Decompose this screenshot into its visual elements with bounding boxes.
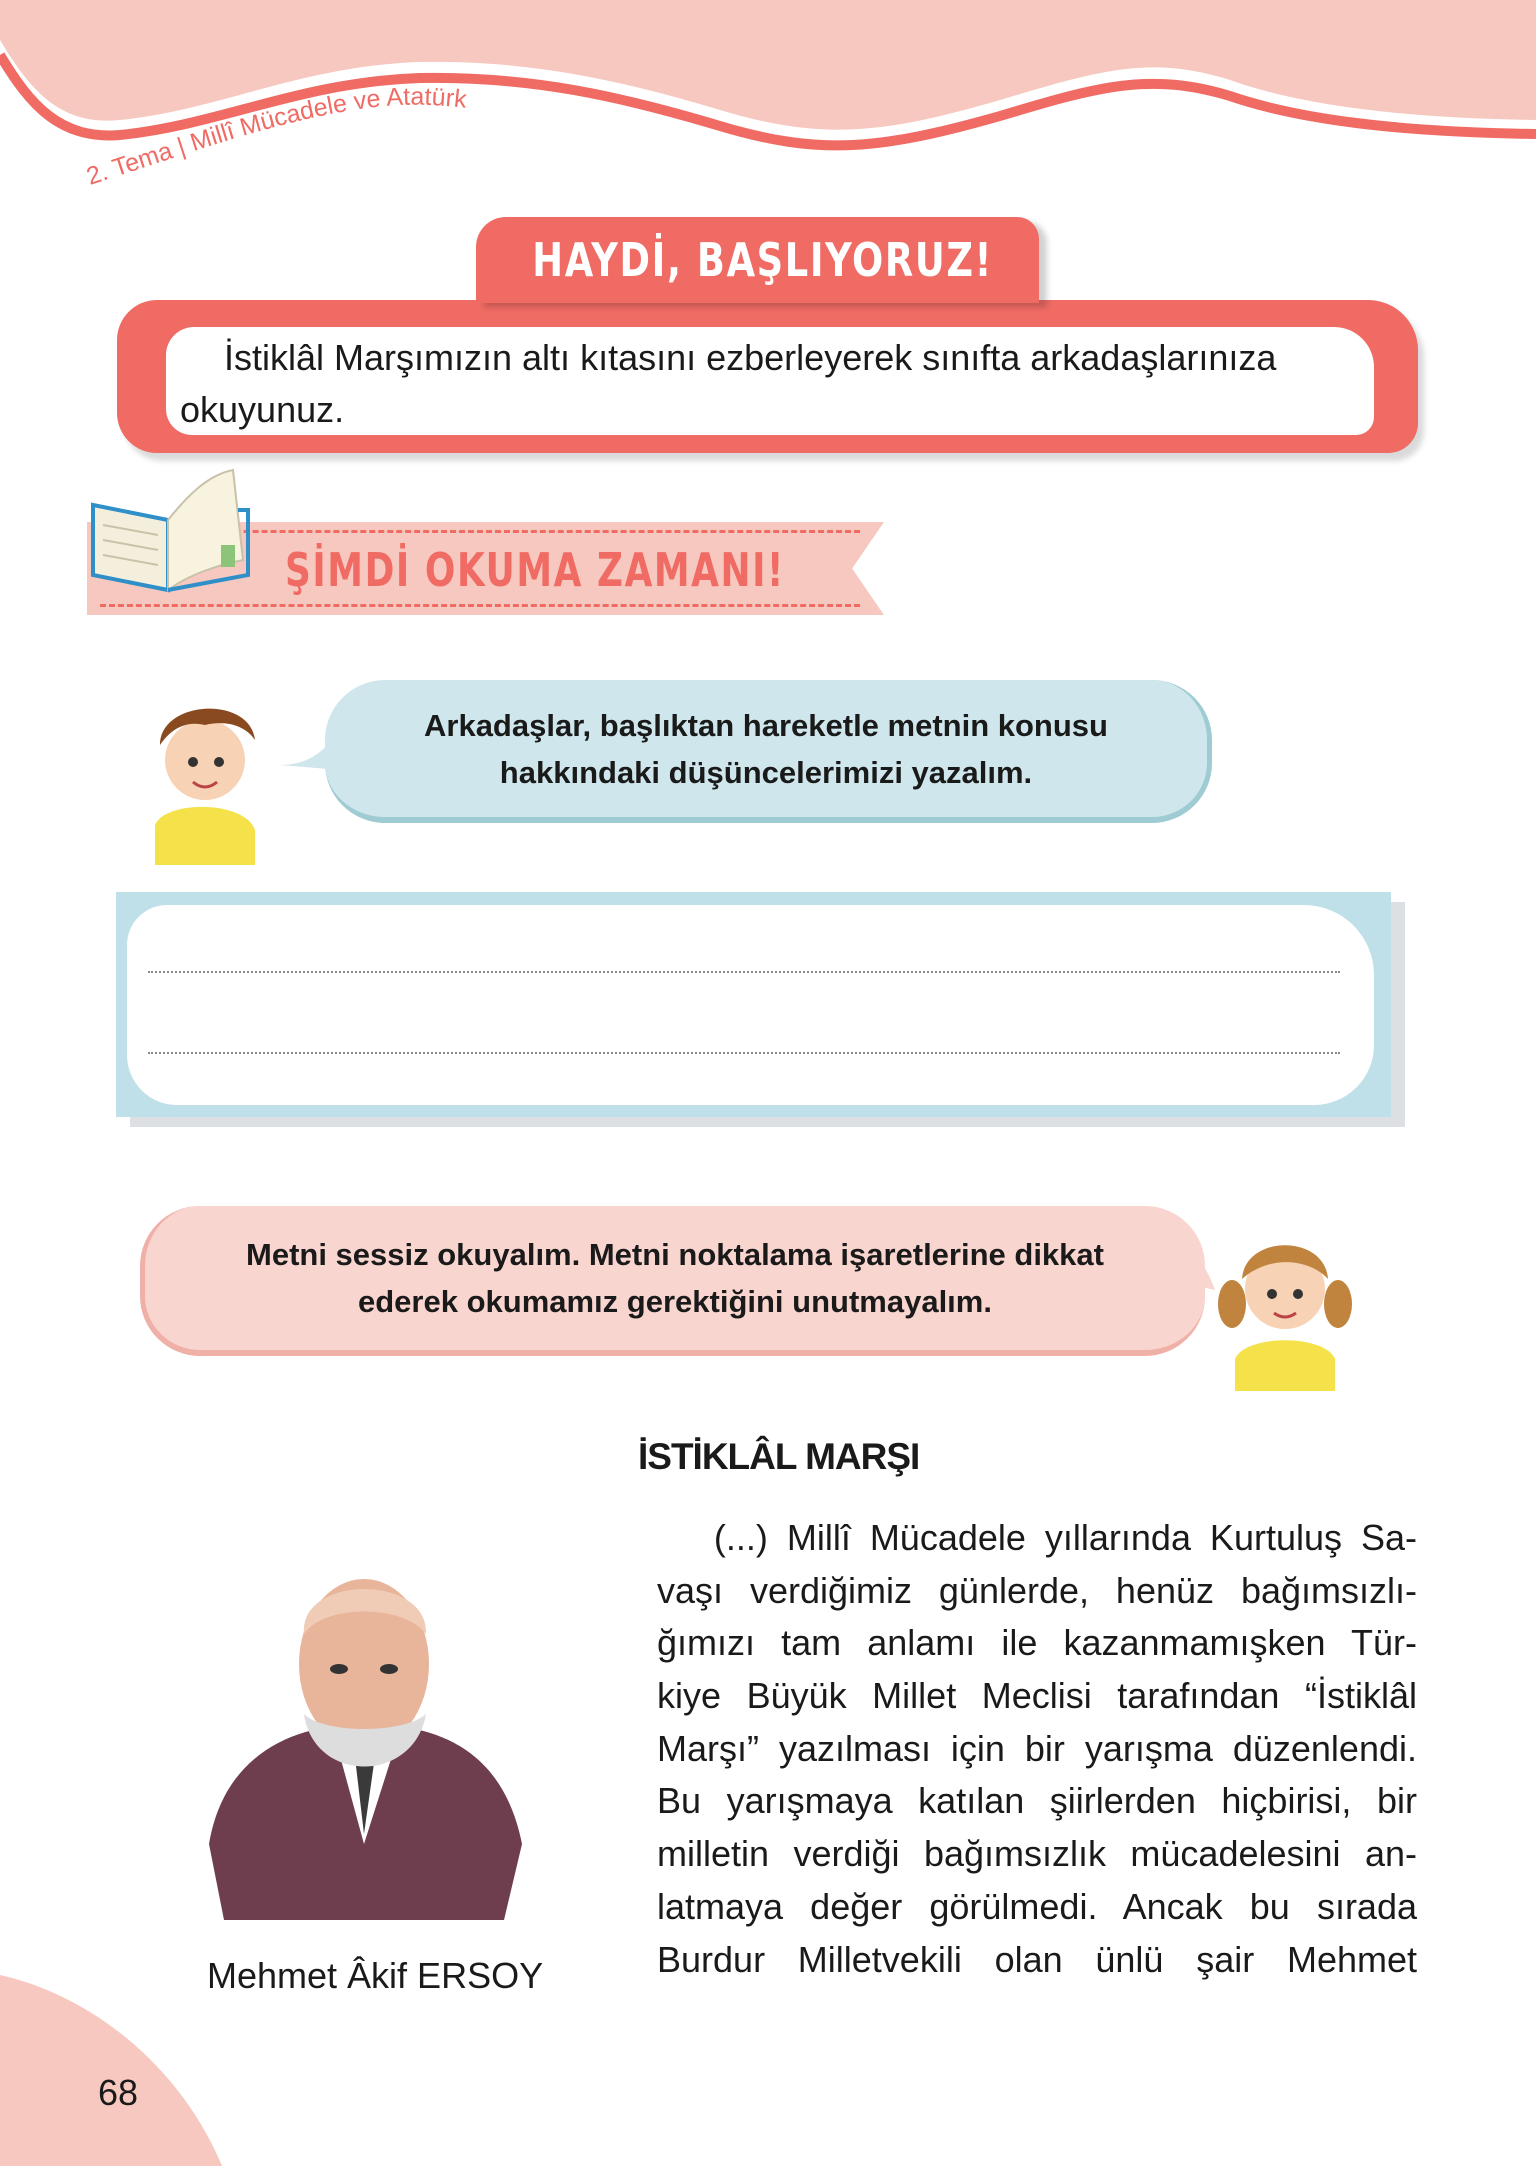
answer-line-1[interactable] bbox=[148, 971, 1340, 973]
speech-bubble-boy bbox=[325, 680, 1212, 823]
paragraph-line: ğımızı tam anlamı ile kazanmamışken Tür- bbox=[657, 1622, 1417, 1664]
bubble1-line: Arkadaşlar, başlıktan hareketle metnin konusu bbox=[424, 707, 1108, 743]
answer-area[interactable] bbox=[127, 905, 1374, 1105]
theme-label: 2. Tema | Millî Mücadele ve Atatürk bbox=[83, 82, 469, 191]
reading-title: İSTİKLÂL MARŞI bbox=[638, 1436, 920, 1477]
haydi-header-tab bbox=[476, 217, 1039, 303]
simdi-title: ŞİMDİ OKUMA ZAMANI! bbox=[285, 543, 785, 597]
bubble1-line: hakkındaki düşüncelerimizi yazalım. bbox=[499, 754, 1033, 790]
paragraph-line: Marşı” yazılması için bir yarışma düzenlendi. bbox=[657, 1727, 1417, 1769]
portrait-caption: Mehmet Âkif ERSOY bbox=[207, 1955, 544, 1996]
portrait-image bbox=[204, 1574, 526, 1920]
open-book-icon bbox=[88, 465, 253, 597]
paragraph-line: (...) Millî Mücadele yıllarında Kurtuluş Sa- bbox=[657, 1517, 1417, 1558]
answer-line-2[interactable] bbox=[148, 1052, 1340, 1054]
paragraph-line: Burdur Milletvekili olan ünlü şair Mehmet bbox=[657, 1938, 1417, 1980]
bubble2-line: Metni sessiz okuyalım. Metni noktalama işaretlerine dikkat bbox=[246, 1237, 1104, 1272]
paragraph-line: latmaya değer görülmedi. Ancak bu sırada bbox=[657, 1885, 1417, 1927]
paragraph-line: vaşı verdiğimiz günlerde, henüz bağımsızlı- bbox=[657, 1569, 1417, 1611]
paragraph-line: Bu yarışmaya katılan şiirlerden hiçbirisi, bir bbox=[657, 1780, 1417, 1822]
haydi-instruction: İstiklâl Marşımızın altı kıtasını ezberleyerek sınıfta arkadaşlarınıza okuyunuz. bbox=[166, 327, 1374, 435]
bubble2-line: ederek okumamız gerektiğini unutmayalım. bbox=[358, 1284, 992, 1319]
header-wave bbox=[0, 0, 1536, 200]
corner-blob bbox=[0, 1975, 225, 2166]
reading-paragraph bbox=[657, 1512, 1417, 1986]
boy-character-icon bbox=[145, 690, 270, 865]
girl-character-icon bbox=[1210, 1219, 1358, 1391]
paragraph-line: kiye Büyük Millet Meclisi tarafından “İstiklâl bbox=[657, 1675, 1417, 1717]
page-number: 68 bbox=[98, 2072, 139, 2113]
haydi-title: HAYDİ, BAŞLIYORUZ! bbox=[532, 233, 994, 287]
speech-bubble-girl bbox=[140, 1206, 1205, 1356]
paragraph-line: milletin verdiği bağımsızlık mücadelesini an- bbox=[657, 1833, 1417, 1875]
